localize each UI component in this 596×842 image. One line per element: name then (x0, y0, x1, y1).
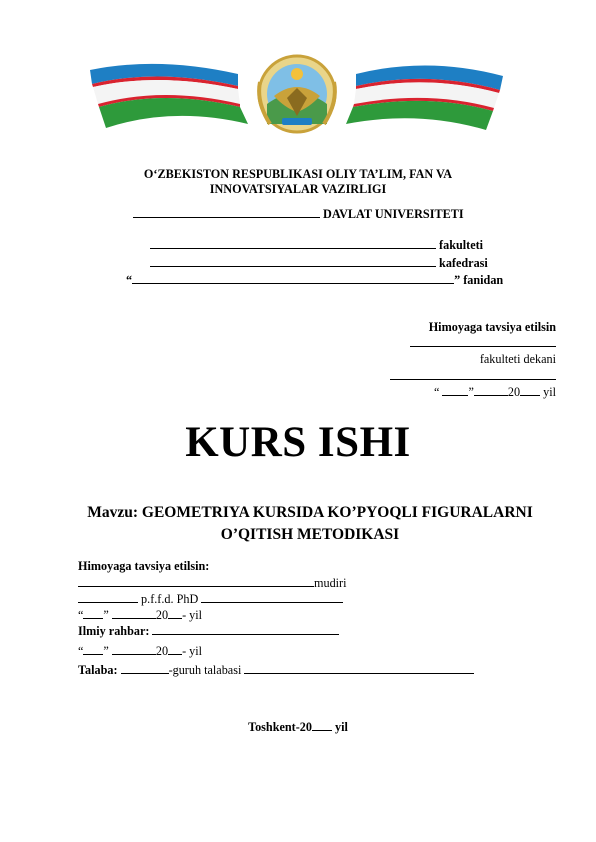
date-open-quote: “ (78, 644, 84, 658)
student-line (78, 662, 474, 679)
ministry-name-line1: O‘ZBEKISTON RESPUBLIKASI OLIY TA’LIM, FAN VA (143, 167, 453, 181)
supervisor-date (78, 643, 202, 660)
approval-right-date (434, 384, 556, 400)
date-close-quote: ” (103, 608, 109, 622)
degree-label: p.f.f.d. PhD (141, 592, 199, 606)
approval-right-title: Himoyaga tavsiya etilsin (428, 320, 556, 334)
date-year-prefix: 20 (155, 608, 169, 622)
head-role: mudiri (314, 576, 347, 590)
date-suffix: - yil (182, 608, 203, 622)
date-year-blank[interactable] (520, 384, 540, 396)
emblem-circle (259, 56, 335, 132)
faculty-line (150, 237, 483, 253)
faculty-blank[interactable] (150, 237, 436, 249)
topic-line1: Mavzu: GEOMETRIYA KURSIDA KO’PYOQLI FIGURALARNI (87, 504, 533, 521)
date-year-prefix: 20 (155, 644, 169, 658)
footer-year-blank[interactable] (312, 719, 332, 731)
footer-year-suffix: yil (335, 720, 348, 734)
student-name-blank[interactable] (244, 662, 474, 674)
date-suffix: yil (543, 385, 556, 399)
topic (60, 502, 560, 546)
left-flag (90, 64, 248, 128)
date-year-prefix: 20 (507, 385, 521, 399)
faculty-label: fakulteti (439, 238, 484, 252)
approval-right-role: fakulteti dekani (479, 352, 556, 366)
date-close-quote: ” (103, 644, 109, 658)
date-day-blank[interactable] (83, 643, 103, 655)
footer-city: Toshkent-20 (248, 720, 312, 734)
date-open-quote: “ (78, 608, 84, 622)
date-month-blank[interactable] (112, 607, 156, 619)
student-group-blank[interactable] (121, 662, 169, 674)
degree-line (78, 591, 343, 608)
university-line (133, 206, 464, 222)
date-day-blank[interactable] (442, 384, 468, 396)
subject-line (126, 272, 503, 288)
head-name-blank[interactable] (78, 575, 314, 587)
date-year-blank[interactable] (168, 643, 182, 655)
department-line (150, 255, 488, 271)
approval-left-date (78, 607, 202, 624)
subject-blank[interactable] (132, 272, 454, 284)
approval-right-name-line (390, 368, 556, 384)
student-label: Talaba: (78, 663, 118, 677)
supervisor-label: Ilmiy rahbar: (78, 624, 150, 638)
ministry-name-line2: INNOVATSIYALAR VAZIRLIGI (209, 182, 387, 196)
right-flag (346, 65, 503, 130)
date-day-blank[interactable] (83, 607, 103, 619)
dean-name-blank[interactable] (390, 368, 556, 380)
university-blank[interactable] (133, 206, 320, 218)
degree-name-blank[interactable] (201, 591, 343, 603)
supervisor-name-blank[interactable] (152, 623, 339, 635)
date-close-quote: ” (468, 385, 474, 399)
subject-open-quote: “ (126, 273, 133, 287)
supervisor-line (78, 623, 339, 640)
department-label: kafedrasi (439, 256, 488, 270)
topic-line2: O’QITISH METODIKASI (220, 526, 400, 543)
date-suffix: - yil (182, 644, 203, 658)
approval-left-title: Himoyaga tavsiya etilsin: (78, 559, 210, 573)
department-blank[interactable] (150, 255, 436, 267)
degree-prefix-blank[interactable] (78, 591, 138, 603)
state-emblem-logo (88, 52, 508, 136)
date-month-blank[interactable] (474, 384, 508, 396)
university-label: DAVLAT UNIVERSITETI (323, 207, 464, 221)
approval-right-signature-line (410, 335, 556, 351)
date-open-quote: “ (434, 385, 440, 399)
student-group-label: -guruh talabasi (168, 663, 242, 677)
document-title: KURS ISHI (185, 419, 411, 466)
subject-label: ” fanidan (454, 273, 504, 287)
date-month-blank[interactable] (112, 643, 156, 655)
date-year-blank[interactable] (168, 607, 182, 619)
footer-city-year (0, 719, 596, 735)
head-line (78, 575, 347, 592)
dean-signature-blank[interactable] (410, 335, 556, 347)
